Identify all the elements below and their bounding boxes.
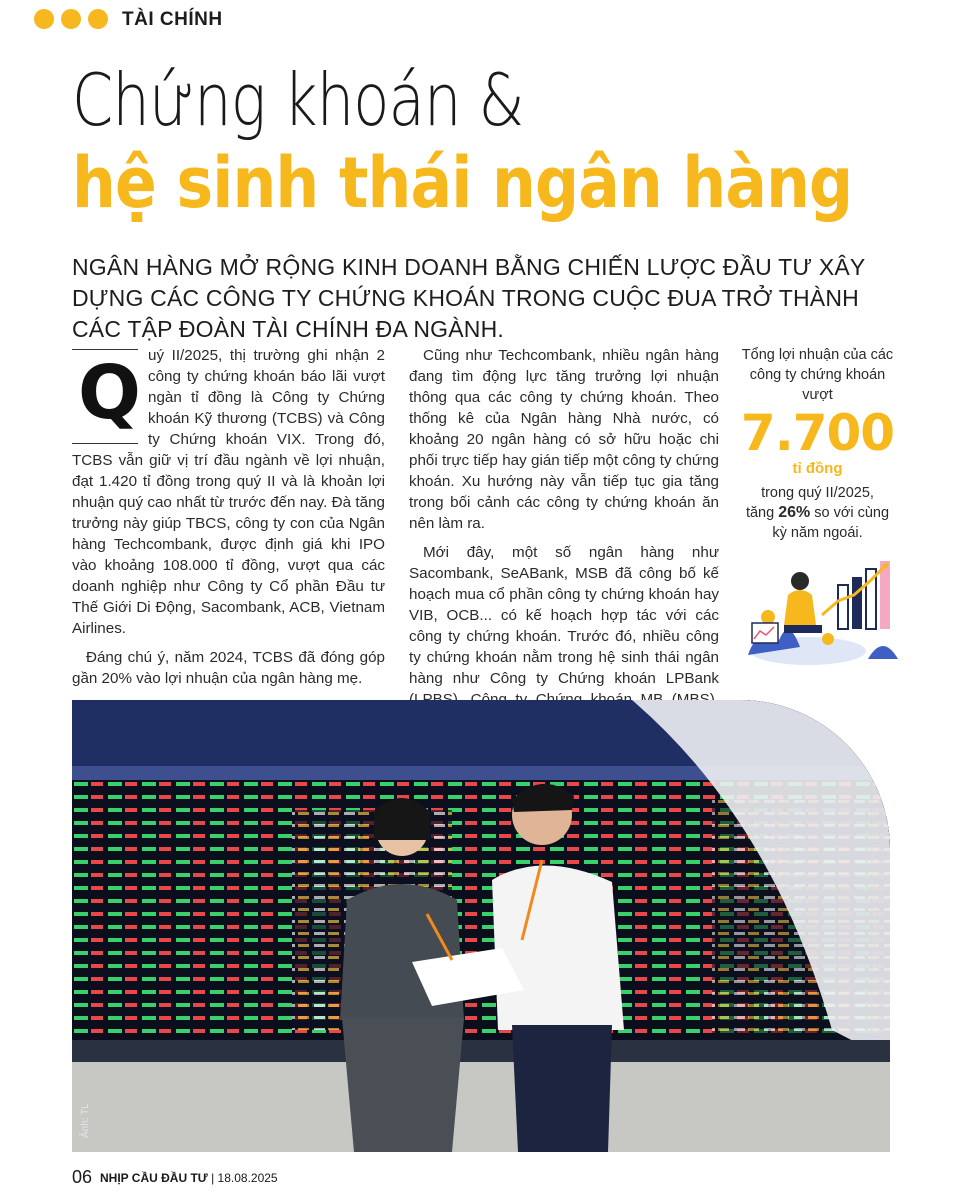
paragraph: Cũng như Techcombank, nhiều ngân hàng đang tìm động lực tăng trưởng lợi nhuận thông qua các công ty chứng khoán. Theo thống kê của Ngân hàng Nhà nước, có khoảng 20 ngân hàng có sở hữu hoặc chi phối trực tiếp hay gián tiếp một công ty chứng khoán. Xu hướng này vẫn tiếp tục gia tăng trong bối cảnh các công ty chứng khoán ăn nên làm ra.: [409, 347, 719, 532]
lead-paragraph: NGÂN HÀNG MỞ RỘNG KINH DOANH BẰNG CHIẾN LƯỢC ĐẦU TƯ XÂY DỰNG CÁC CÔNG TY CHỨNG KHOÁN TRONG CUỘC ĐUA TRỞ THÀNH CÁC TẬP ĐOÀN TÀI CHÍNH ĐA NGÀNH.: [72, 254, 866, 342]
stat-value: 7.700: [740, 404, 895, 462]
page-number: 06: [72, 1167, 93, 1187]
paragraph: Đáng chú ý, năm 2024, TCBS đã đóng góp gần 20% vào lợi nhuận của ngân hàng mẹ.: [72, 649, 385, 687]
section-label: TÀI CHÍNH: [122, 9, 223, 30]
dot-icon: [88, 9, 108, 29]
article-column-2: [409, 345, 719, 739]
headline-line2: hệ sinh thái ngân hàng: [72, 142, 853, 224]
magazine-title: NHỊP CẦU ĐẦU TƯ: [100, 1171, 208, 1185]
trading-floor-photo: [72, 700, 890, 1152]
stat-box: [740, 345, 895, 543]
paragraph: uý II/2025, thị trường ghi nhận 2 công ty chứng khoán báo lãi vượt ngàn tỉ đồng là Công ty Chứng khoán Kỹ thương (TCBS) và Công ty Chứng khoán VIX. Trong đó, TCBS vẫn giữ vị trí đầu ngành về lợi nhuận, đạt 1.420 tỉ đồng trong quý II và là khoản lợi nhuận quý cao nhất từ trước đến nay. Đà tăng trưởng này giúp TBCS, công ty con của Ngân hàng Techcombank, được định giá khi IPO vào khoảng 108.000 tỉ đồng, vượt qua các doanh nghiệp như Công ty Cổ phần Đầu tư Thế Giới Di Động, Sacombank, ACB, Vietnam Airlines.: [72, 347, 385, 637]
headline-line1: Chứng khoán &: [72, 58, 524, 142]
issue-date: | 18.08.2025: [211, 1171, 278, 1185]
magazine-name: [100, 1171, 278, 1185]
section-dots: [34, 9, 114, 31]
dot-icon: [34, 9, 54, 29]
stat-intro: Tổng lợi nhuận của các công ty chứng khoán vượt: [741, 347, 894, 403]
divider: [72, 443, 138, 444]
growth-value: 26%: [778, 504, 811, 521]
stat-unit: tỉ đồng: [792, 460, 843, 477]
photo-credit: Ảnh: TL: [80, 1103, 91, 1138]
investor-illustration: [738, 555, 908, 670]
article-column-1: [72, 345, 385, 697]
dropcap: Q: [78, 350, 141, 436]
stat-growth: [740, 503, 895, 543]
stat-period: trong quý II/2025,: [761, 485, 874, 501]
dot-icon: [61, 9, 81, 29]
growth-suffix: so với cùng kỳ năm ngoái.: [772, 505, 890, 541]
growth-prefix: tăng: [745, 505, 779, 521]
paragraph: Mới đây, một số ngân hàng như Sacombank, SeABank, MSB đã công bố kế hoạch mua cổ phần công ty chứng khoán hay VIB, OCB... có kế hoạch hợp tác với các công ty chứng khoán. Trước đó, nhiều công ty chứng khoán nằm trong hệ sinh thái ngân hàng như Công ty Chứng khoán LPBank: [409, 544, 719, 687]
dropcap-box: [72, 345, 141, 441]
